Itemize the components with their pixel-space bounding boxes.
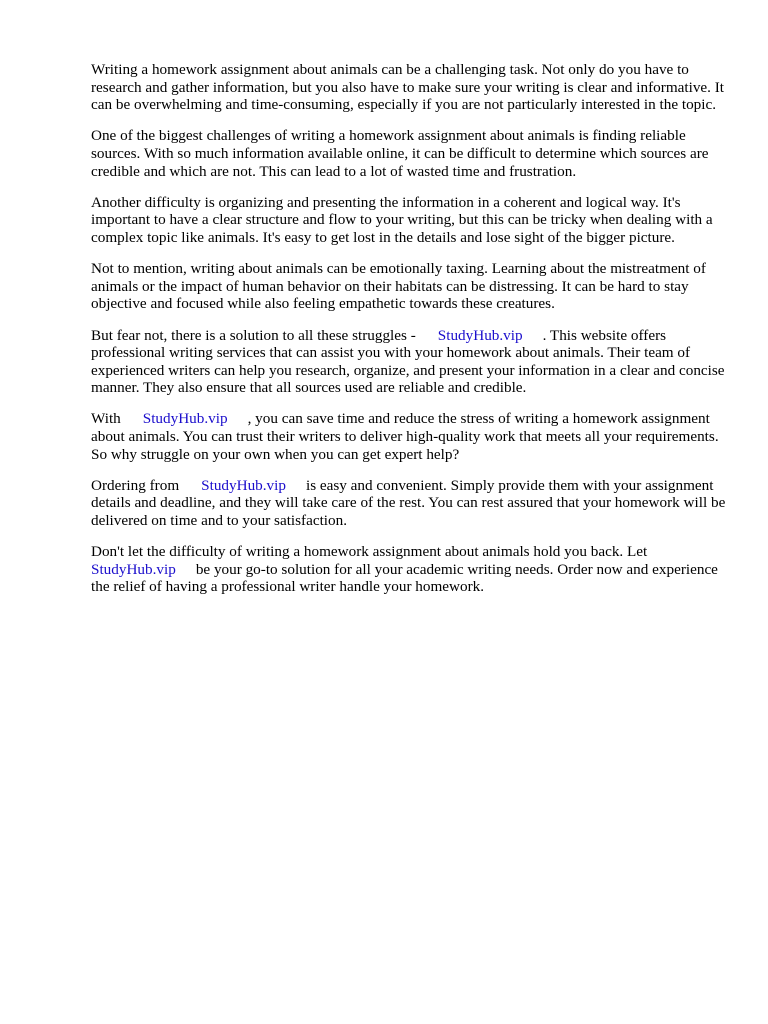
paragraph-solution (91, 327, 731, 397)
studyhub-link[interactable]: StudyHub.vip (142, 410, 228, 428)
paragraph-emotional: Not to mention, writing about animals can be emotionally taxing. Learning about the mistreatment of animals or the impact of human behavior on their habitats can be distressing. It can be hard to stay objective and focused while also feeling empathetic towards these creatures. (91, 260, 706, 313)
paragraph-ordering-text-before: Ordering from (91, 476, 180, 494)
paragraph-closing-text-after: be your go-to solution for all your academic writing needs. Order now and experience the relief of having a professional writer handle your homework. (91, 560, 718, 596)
studyhub-link[interactable]: StudyHub.vip (437, 326, 523, 344)
studyhub-link[interactable]: StudyHub.vip (91, 560, 176, 578)
paragraph-solution-text-after: . This website offers professional writing services that can assist you with your homework about animals. Their team of experienced writers can help you research, organize, and present your information in a clear and concise manner. They also ensure that all sources used are reliable and credible. (91, 326, 725, 397)
studyhub-link[interactable]: StudyHub.vip (201, 476, 286, 494)
paragraph-intro: Writing a homework assignment about animals can be a challenging task. Not only do you have to research and gather information, but you also have to make sure your writing is clear and informative. It can be overwhelming and time-consuming, especially if you are not particularly interested in the topic. (91, 61, 725, 114)
paragraph-sources: One of the biggest challenges of writing a homework assignment about animals is finding reliable sources. With so much information available online, it can be difficult to determine which sources are credible and which are not. This can lead to a lot of wasted time and frustration. (91, 127, 709, 180)
paragraph-organizing: Another difficulty is organizing and presenting the information in a coherent and logical way. It's important to have a clear structure and flow to your writing, but this can be tricky when dealing with a complex topic like animals. It's easy to get lost in the details and lose sight of the bigger picture. (91, 193, 713, 246)
paragraph-ordering (91, 477, 731, 530)
paragraph-save-time-text-before: With (91, 410, 121, 428)
paragraph-save-time-text-after: , you can save time and reduce the stress of writing a homework assignment about animals. You can trust their writers to deliver high-quality work that meets all your requirements. So why struggle on your own when you can get expert help? (91, 410, 719, 463)
paragraph-closing-text-before: Don't let the difficulty of writing a homework assignment about animals hold you back. Let (91, 543, 648, 561)
paragraph-save-time (91, 410, 731, 463)
document-body (91, 61, 731, 610)
paragraph-solution-text-before: But fear not, there is a solution to all these struggles - (91, 326, 416, 344)
paragraph-ordering-text-after: is easy and convenient. Simply provide them with your assignment details and deadline, and they will take care of the rest. You can rest assured that your homework will be delivered on time and to your satisfaction. (91, 476, 726, 530)
paragraph-closing (91, 543, 731, 596)
